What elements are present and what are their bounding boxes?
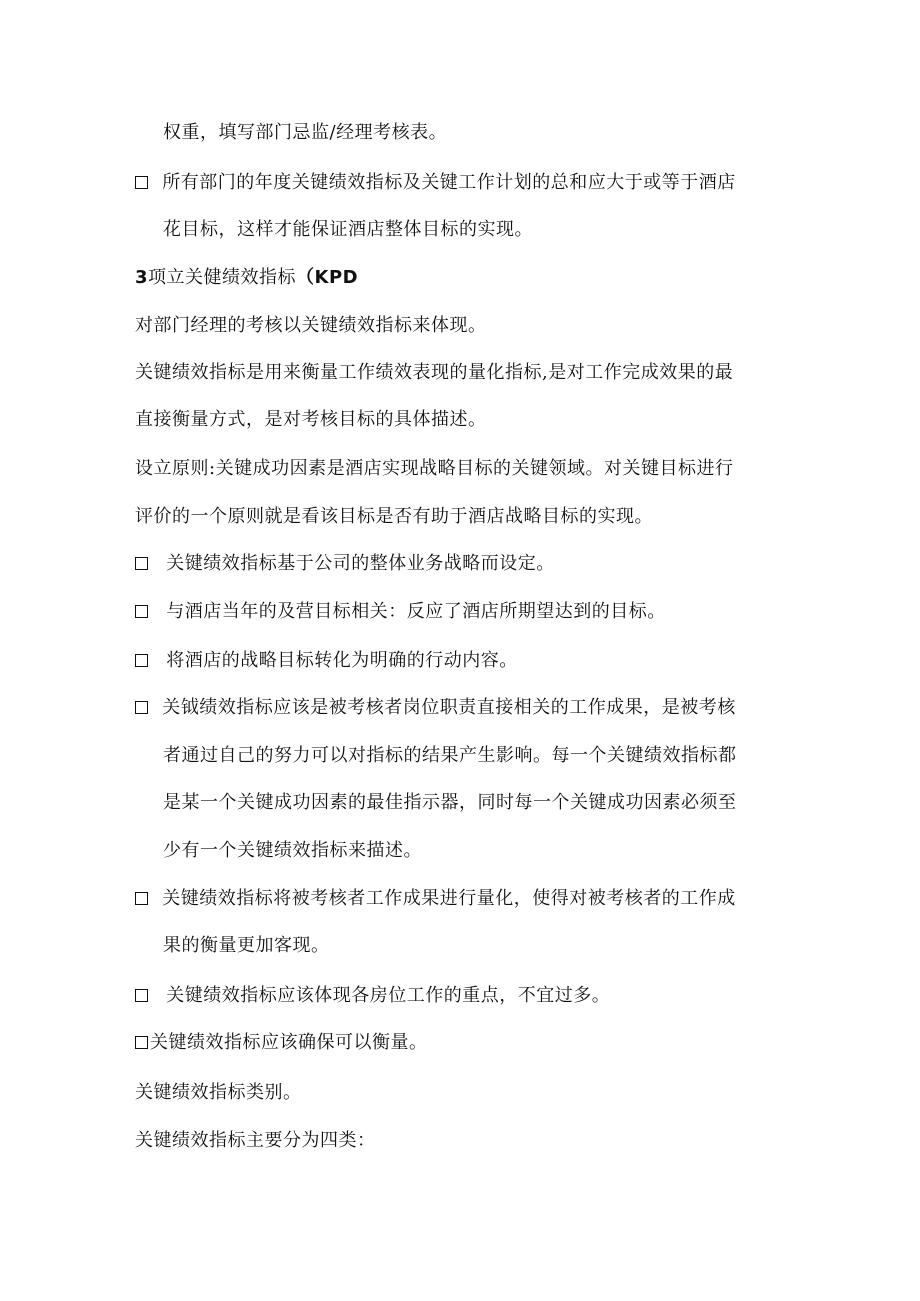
section-heading bbox=[135, 266, 358, 290]
text: 果的衡量更加客现。 bbox=[163, 935, 330, 956]
item-text: 关键绩效指标基于公司的整体业务战略而设定。 bbox=[166, 553, 555, 574]
checklist-item bbox=[135, 1031, 428, 1055]
checkbox-icon bbox=[135, 701, 148, 714]
text-line bbox=[163, 218, 533, 242]
checkbox-icon bbox=[135, 654, 148, 667]
item-text: 关键绩效指标将被考核者工作成果进行量化，使得对被考核者的工作成 bbox=[162, 888, 736, 909]
text: 评价的一个原则就是看该目标是否有助于酒店战略目标的实现。 bbox=[135, 506, 653, 527]
section-abbr: （KPD bbox=[296, 267, 359, 288]
checkbox-icon bbox=[135, 989, 148, 1002]
text-line bbox=[135, 505, 653, 529]
text: 设立原则:关键成功因素是酒店实现战略目标的关键领域。对关键目标进行 bbox=[135, 458, 734, 479]
text: 者通过自己的努力可以对指标的结果产生影响。每一个关键绩效指标都 bbox=[163, 745, 737, 766]
checklist-item bbox=[135, 649, 518, 673]
item-text: 将酒店的战略目标转化为明确的行动内容。 bbox=[166, 650, 518, 671]
text-line bbox=[135, 314, 487, 338]
text-line bbox=[135, 1081, 302, 1105]
checkbox-icon bbox=[135, 557, 148, 570]
section-title: 项立关健绩效指标 bbox=[148, 267, 297, 288]
item-text: 关键绩效指标应该体现各房位工作的重点，不宜过多。 bbox=[166, 985, 611, 1006]
text-line bbox=[135, 361, 733, 385]
checklist-item bbox=[135, 984, 610, 1008]
checklist-item bbox=[135, 552, 555, 576]
text: 关键绩效指标主要分为四类： bbox=[135, 1130, 376, 1151]
text-line bbox=[163, 791, 737, 815]
section-number: 3 bbox=[135, 267, 149, 288]
text-line bbox=[163, 121, 447, 145]
text-line bbox=[163, 744, 737, 768]
item-text: 关钺绩效指标应该是被考核者岗位职责直接相关的工作成果，是被考核 bbox=[162, 697, 736, 718]
checkbox-icon bbox=[135, 176, 148, 189]
text: 是某一个关键成功因素的最佳指示器，同时每一个关键成功因素必须至 bbox=[163, 792, 737, 813]
item-text: 关键绩效指标应该确保可以衡量。 bbox=[150, 1032, 428, 1053]
checkbox-icon bbox=[135, 892, 148, 905]
checklist-item bbox=[135, 171, 736, 195]
text-line bbox=[135, 457, 734, 481]
item-text: 所有部门的年度关键绩效指标及关键工作计划的总和应大于或等于酒店 bbox=[162, 172, 736, 193]
checklist-item bbox=[135, 887, 736, 911]
checkbox-icon bbox=[135, 605, 148, 618]
text: 花目标，这样才能保证酒店整体目标的实现。 bbox=[163, 219, 533, 240]
checklist-item bbox=[135, 696, 736, 720]
text: 直接衡量方式，是对考核目标的具体描述。 bbox=[135, 409, 487, 430]
text: 关键绩效指标是用来衡量工作绩效表现的量化指标,是对工作完成效果的最 bbox=[135, 362, 734, 383]
text: 权重，填写部门忌监/经理考核表。 bbox=[163, 122, 448, 143]
text: 关键绩效指标类别。 bbox=[135, 1082, 302, 1103]
checklist-item bbox=[135, 600, 666, 624]
text-line bbox=[163, 934, 330, 958]
text-line bbox=[135, 408, 487, 432]
text-line bbox=[163, 839, 422, 863]
text-line bbox=[135, 1129, 376, 1153]
text: 对部门经理的考核以关键绩效指标来体现。 bbox=[135, 315, 487, 336]
checkbox-icon bbox=[135, 1036, 148, 1049]
item-text: 与酒店当年的及营目标相关：反应了酒店所期望达到的目标。 bbox=[166, 601, 666, 622]
text: 少有一个关键绩效指标来描述。 bbox=[163, 840, 422, 861]
